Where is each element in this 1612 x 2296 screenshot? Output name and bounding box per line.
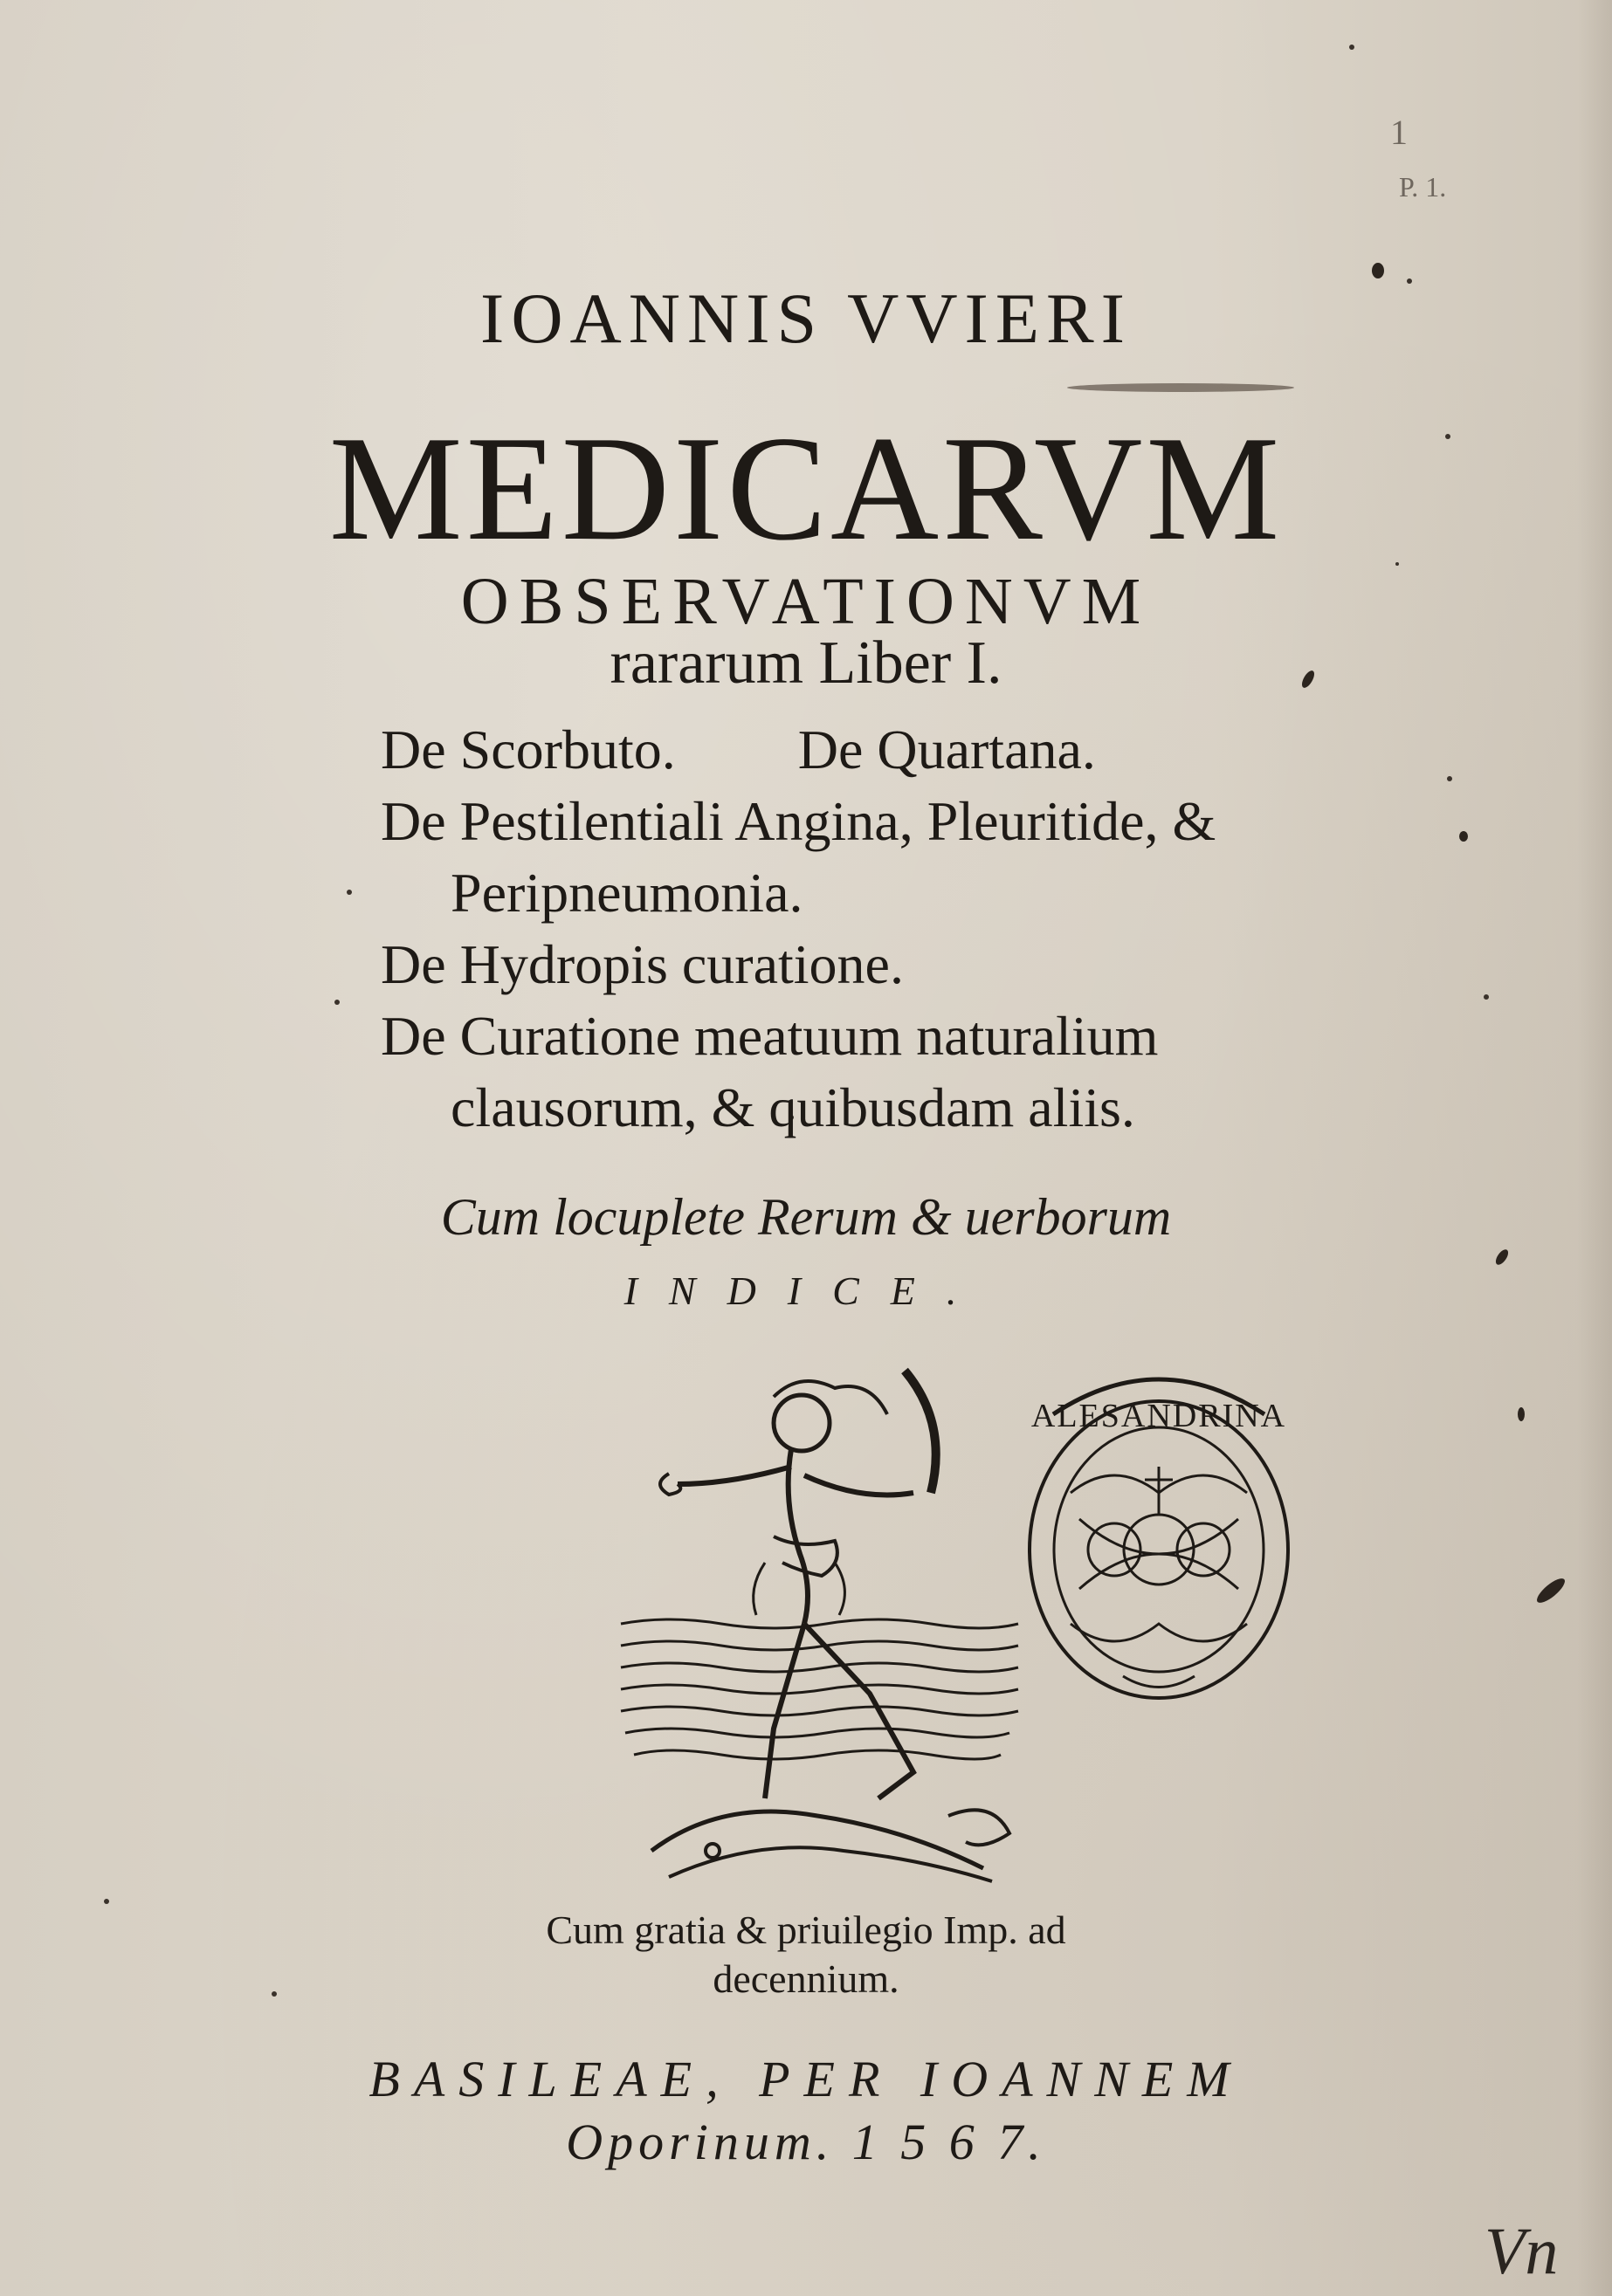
imprint-place: BASILEAE, PER IOANNEM [369, 2051, 1243, 2107]
index-note: Cum locuplete Rerum & uerborum [440, 1188, 1172, 1246]
privilege-line: Cum gratia & priuilegio Imp. ad [546, 1908, 1066, 1952]
book-subtitle: OBSERVATIONVM [460, 565, 1152, 638]
contents-item: Peripneumonia. [451, 862, 803, 924]
stamp-text: ALESANDRINA [1030, 1398, 1287, 1434]
contents-item: De Hydropis curatione. [381, 933, 904, 995]
contents-item: De Scorbuto. [381, 718, 676, 780]
index-word: INDICE. [623, 1268, 989, 1313]
book-title: MEDICARVM [328, 406, 1284, 572]
contents-list [381, 714, 1359, 1144]
contents-row [381, 714, 1359, 786]
book-number: rararum Liber I. [610, 629, 1002, 697]
pencil-note-page: P. 1. [1399, 171, 1447, 203]
contents-item: De Quartana. [797, 718, 1096, 780]
contents-item: De Pestilentiali Angina, Pleuritide, & [381, 790, 1216, 852]
printers-device-woodcut [617, 1362, 1027, 1886]
library-stamp [1018, 1362, 1299, 1711]
author-heading: IOANNIS VVIERI [480, 278, 1132, 358]
pencil-note-number: 1 [1390, 113, 1408, 152]
contents-item: clausorum, & quibusdam aliis. [451, 1076, 1135, 1138]
contents-item: De Curatione meatuum naturalium [381, 1005, 1159, 1067]
imprint-printer-date: Oporinum. 1 5 6 7. [566, 2114, 1046, 2170]
privilege-line: decennium. [713, 1956, 899, 2001]
ink-note-signature: Vn [1485, 2215, 1559, 2288]
